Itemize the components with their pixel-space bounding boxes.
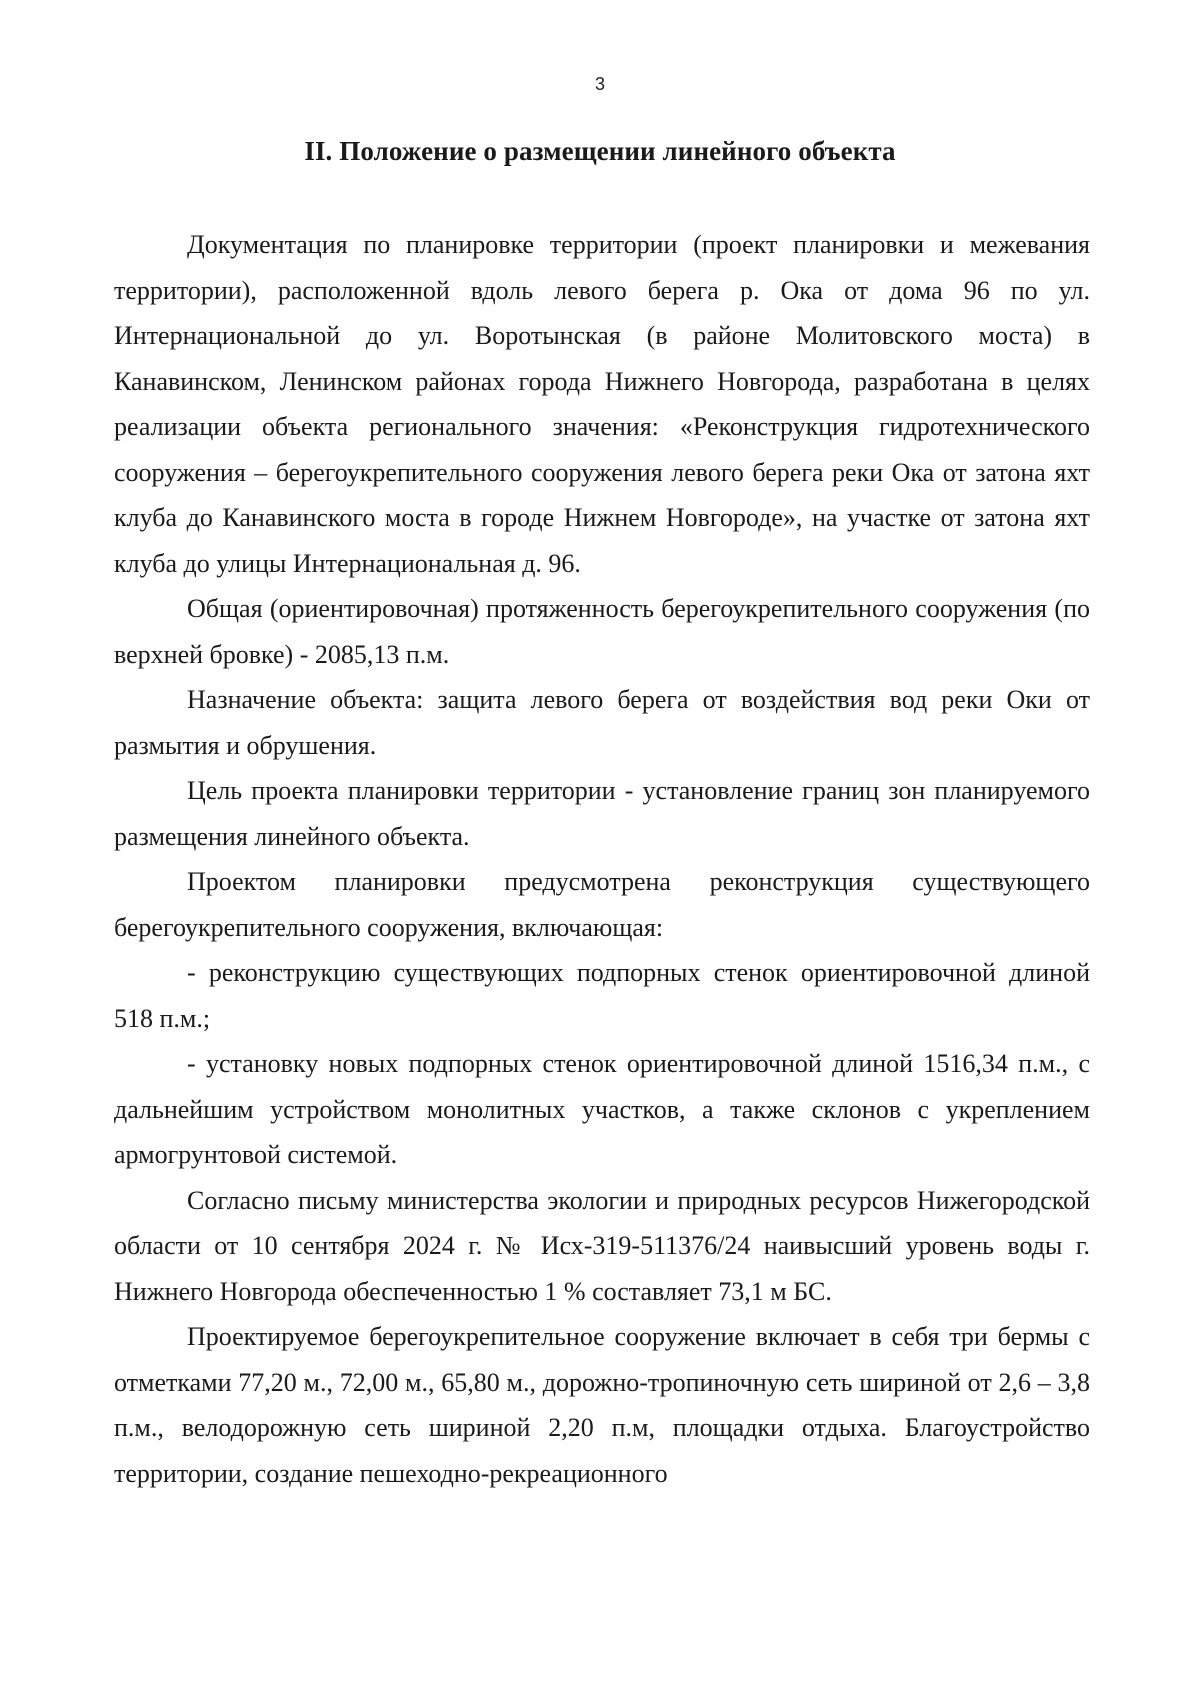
paragraph: Проектируемое берегоукрепительное сооружение включает в себя три бермы с отметками 77,20 м., 72,00 м., 65,80 м., дорожно-тропиночную сеть шириной от 2,6 – 3,8 п.м., велодорожную сеть шириной 2,20 п.м, площадки отдыха. Благоустройство территории, создание пешеходно-рекреационного [114, 1322, 1090, 1488]
paragraph: Назначение объекта: защита левого берега от воздействия вод реки Оки от размытия и обрушения. [114, 685, 1090, 760]
paragraph: Общая (ориентировочная) протяженность берегоукрепительного сооружения (по верхней бровке) - 2085,13 п.м. [114, 594, 1090, 669]
document-body [114, 222, 1090, 1496]
paragraph: Документация по планировке территории (проект планировки и межевания территории), расположенной вдоль левого берега р. Ока от дома 96 по ул. Интернациональной до ул. Воротынская (в районе Молитовского моста) в Канавинском, Ленинском районах города Нижнего Новгорода, разработана в целях реализации объекта регионального значения: «Реконструкция гидротехнического сооружения – берегоукрепительного сооружения левого берега реки Ока от затона яхт клуба до Канавинского моста в городе Нижнем Новгороде», на участке от затона яхт клуба до улицы Интернациональная д. 96. [114, 230, 1090, 578]
list-item: - установку новых подпорных стенок ориентировочной длиной 1516,34 п.м., с дальнейшим устройством монолитных участков, а также склонов с укреплением армогрунтовой системой. [114, 1049, 1090, 1169]
page-number: 3 [594, 74, 605, 94]
paragraph: Согласно письму министерства экологии и природных ресурсов Нижегородской области от 10 сентября 2024 г. № Исх-319-511376/24 наивысший уровень воды г. Нижнего Новгорода обеспеченностью 1 % составляет 73,1 м БС. [114, 1185, 1090, 1306]
section-title: II. Положение о размещении линейного объекта [304, 136, 896, 166]
list-item: - реконструкцию существующих подпорных стенок ориентировочной длиной 518 п.м.; [114, 958, 1090, 1033]
paragraph: Цель проекта планировки территории - установление границ зон планируемого размещения линейного объекта. [114, 776, 1090, 851]
paragraph: Проектом планировки предусмотрена реконструкция существующего берегоукрепительного сооружения, включающая: [114, 867, 1090, 942]
